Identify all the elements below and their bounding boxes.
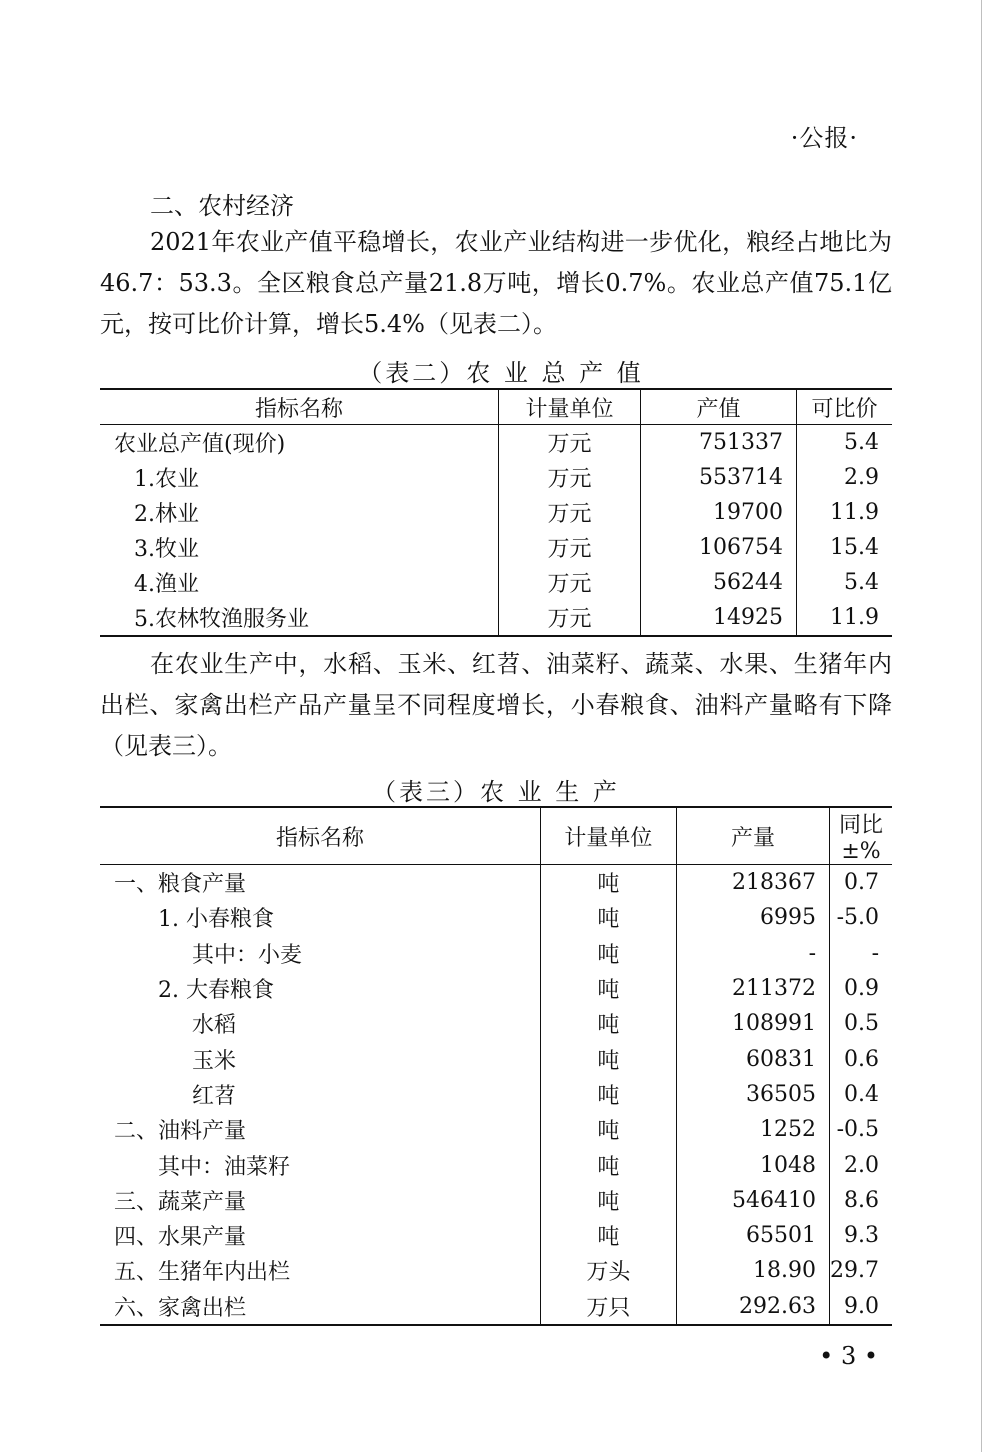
table-row xyxy=(100,936,892,971)
indicator-name: 1. 小春粮食 xyxy=(100,900,540,935)
value-cell: 553714 xyxy=(641,460,797,495)
table-row xyxy=(100,900,892,935)
table-header-row xyxy=(100,389,892,425)
table-row xyxy=(100,530,892,565)
table-row xyxy=(100,495,892,530)
unit-cell: 万元 xyxy=(499,530,641,565)
value-cell: 546410 xyxy=(676,1183,829,1218)
table-row xyxy=(100,865,892,901)
indicator-name: 其中：油菜籽 xyxy=(100,1147,540,1182)
indicator-name: 2. 大春粮食 xyxy=(100,971,540,1006)
comparable-cell: 2.9 xyxy=(844,465,879,490)
column-header: 计量单位 xyxy=(540,807,676,865)
unit-cell: 万元 xyxy=(499,460,641,495)
indicator-name: 六、家禽出栏 xyxy=(100,1289,540,1325)
value-cell: 56244 xyxy=(641,565,797,600)
comparable-cell: 15.4 xyxy=(830,535,879,560)
change-cell: 9.3 xyxy=(844,1223,879,1249)
value-cell: 6995 xyxy=(676,900,829,935)
indicator-name: 4.渔业 xyxy=(100,565,499,600)
unit-cell: 吨 xyxy=(540,1112,676,1147)
table-row xyxy=(100,425,892,461)
value-cell: 36505 xyxy=(676,1077,829,1112)
column-header: 可比价 xyxy=(797,389,893,425)
table2-caption: （表二）农 业 总 产 值 xyxy=(358,359,644,387)
table-row xyxy=(100,1077,892,1112)
indicator-name: 3.牧业 xyxy=(100,530,499,565)
unit-cell: 万元 xyxy=(499,425,641,461)
table-row xyxy=(100,460,892,495)
unit-cell: 吨 xyxy=(540,1147,676,1182)
change-cell: 0.5 xyxy=(844,1011,879,1037)
value-cell: 106754 xyxy=(641,530,797,565)
table-row xyxy=(100,1006,892,1041)
table3-caption: （表三）农 业 生 产 xyxy=(372,778,620,806)
unit-cell: 吨 xyxy=(540,1041,676,1076)
unit-cell: 吨 xyxy=(540,1006,676,1041)
unit-cell: 吨 xyxy=(540,1183,676,1218)
indicator-name: 红苕 xyxy=(100,1077,540,1112)
unit-cell: 吨 xyxy=(540,865,676,901)
change-cell: 8.6 xyxy=(844,1187,879,1213)
value-cell: 1048 xyxy=(676,1147,829,1182)
table-row xyxy=(100,1112,892,1147)
unit-cell: 万只 xyxy=(540,1289,676,1325)
agri-output-table xyxy=(100,388,892,637)
page-edge-line xyxy=(981,0,982,1452)
indicator-name: 1.农业 xyxy=(100,460,499,495)
unit-cell: 吨 xyxy=(540,936,676,971)
unit-cell: 吨 xyxy=(540,971,676,1006)
indicator-name: 一、粮食产量 xyxy=(100,865,540,901)
comparable-cell: 5.4 xyxy=(844,570,879,595)
unit-cell: 万元 xyxy=(499,600,641,636)
value-cell: 211372 xyxy=(676,971,829,1006)
table-row xyxy=(100,1218,892,1253)
indicator-name: 玉米 xyxy=(100,1041,540,1076)
column-header: 同比±% xyxy=(830,807,892,865)
comparable-cell: 11.9 xyxy=(830,500,879,525)
change-cell: 0.6 xyxy=(844,1046,879,1072)
value-cell: 218367 xyxy=(676,865,829,901)
value-cell: 1252 xyxy=(676,1112,829,1147)
comparable-cell: 11.9 xyxy=(830,605,879,630)
column-header: 产值 xyxy=(641,389,797,425)
value-cell: 60831 xyxy=(676,1041,829,1076)
column-header: 指标名称 xyxy=(100,389,499,425)
indicator-name: 2.林业 xyxy=(100,495,499,530)
comparable-cell: 5.4 xyxy=(844,430,879,455)
agri-production-table xyxy=(100,806,892,1326)
indicator-name: 四、水果产量 xyxy=(100,1218,540,1253)
value-cell: - xyxy=(676,936,829,971)
value-cell: 292.63 xyxy=(676,1289,829,1325)
table-row xyxy=(100,1289,892,1325)
unit-cell: 吨 xyxy=(540,1077,676,1112)
change-cell: 0.7 xyxy=(844,870,879,896)
table-row xyxy=(100,565,892,600)
change-cell: - xyxy=(871,940,879,966)
value-cell: 14925 xyxy=(641,600,797,636)
table-row xyxy=(100,1183,892,1218)
change-cell: 2.0 xyxy=(844,1152,879,1178)
table-row xyxy=(100,1147,892,1182)
indicator-name: 五、生猪年内出栏 xyxy=(100,1253,540,1288)
change-cell: -0.5 xyxy=(836,1117,879,1143)
indicator-name: 三、蔬菜产量 xyxy=(100,1183,540,1218)
bulletin-header: ·公报· xyxy=(790,124,858,152)
column-header: 产量 xyxy=(676,807,829,865)
value-cell: 19700 xyxy=(641,495,797,530)
indicator-name: 农业总产值(现价) xyxy=(100,425,499,461)
page-number: • 3 • xyxy=(819,1342,878,1370)
table-row xyxy=(100,1253,892,1288)
unit-cell: 万头 xyxy=(540,1253,676,1288)
indicator-name: 二、油料产量 xyxy=(100,1112,540,1147)
table-header-row xyxy=(100,807,892,865)
section-title: 二、农村经济 xyxy=(150,192,294,220)
change-cell: 0.4 xyxy=(844,1081,879,1107)
value-cell: 18.90 xyxy=(676,1253,829,1288)
unit-cell: 吨 xyxy=(540,900,676,935)
table-row xyxy=(100,971,892,1006)
column-header: 计量单位 xyxy=(499,389,641,425)
indicator-name: 水稻 xyxy=(100,1006,540,1041)
column-header: 指标名称 xyxy=(100,807,540,865)
unit-cell: 万元 xyxy=(499,565,641,600)
paragraph-agri-output: 2021年农业产值平稳增长，农业产业结构进一步优化，粮经占地比为46.7：53.3。全区粮食总产量21.8万吨，增长0.7%。农业总产值75.1亿元，按可比价计算，增长5.4%（见表二）。 xyxy=(100,228,892,338)
value-cell: 751337 xyxy=(641,425,797,461)
indicator-name: 5.农林牧渔服务业 xyxy=(100,600,499,636)
change-cell: -5.0 xyxy=(836,905,879,931)
change-cell: 0.9 xyxy=(844,976,879,1002)
change-cell: 9.0 xyxy=(844,1293,879,1319)
table-row xyxy=(100,1041,892,1076)
table-row xyxy=(100,600,892,636)
indicator-name: 其中：小麦 xyxy=(100,936,540,971)
change-cell: 29.7 xyxy=(830,1258,879,1284)
value-cell: 108991 xyxy=(676,1006,829,1041)
paragraph-agri-production: 在农业生产中，水稻、玉米、红苕、油菜籽、蔬菜、水果、生猪年内出栏、家禽出栏产品产量呈不同程度增长，小春粮食、油料产量略有下降（见表三）。 xyxy=(100,650,892,760)
value-cell: 65501 xyxy=(676,1218,829,1253)
unit-cell: 吨 xyxy=(540,1218,676,1253)
unit-cell: 万元 xyxy=(499,495,641,530)
